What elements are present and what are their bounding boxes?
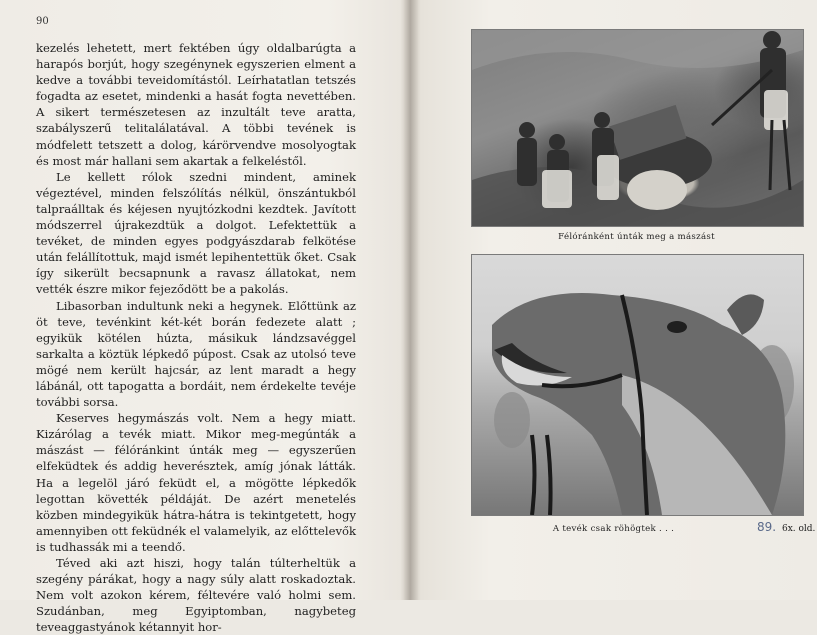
page-reference: [757, 520, 815, 534]
printed-page-reference: 6x. old.: [781, 524, 816, 534]
photo-men-pushing-camel-illustration: [472, 30, 803, 226]
page-number: 90: [36, 16, 49, 27]
right-page: [414, 0, 817, 600]
paragraph-5: Téved aki azt hiszi, hogy talán túlterheltük a szegény párákat, hogy a nagy súly alatt roskadoztak. Nem volt azokon kérem, féltevére való holmi sem. Szudánban, meg Egyiptomban, nagybeteg teveaggastyánok kétannyit hor-: [36, 556, 356, 635]
paragraph-4: Keserves hegymászás volt. Nem a hegy miatt. Kizárólag a tevék miatt. Mikor meg-megúnták a mászást — félóránkint únták meg — egyszerűen elfeküdtek és addig heverésztek, amíg jónak látták. Ha a legelöl járó feküdt el, a mögötte lépkedők legottan követték példáját. De azért menetelés közben mindegyikük hátra-hátra is tekintgetett, hogy amennyiben ott feküdnék el valamelyik, az előttelevők is tudhassák mi a teendő.: [36, 411, 356, 554]
paragraph-1: kezelés lehetett, mert fektében úgy oldalbarúgta a harapós borjút, hogy szegénynek egyszerien elment a kedve a további teveidomítástól. Leírhatatlan tetszés fogadta az esetet, mindenki a hasát fogta nevettében. A sikert természetesen az inzultált teve aratta, szabályszerű telitalálatával. A többi tevének is módfelett tetszett a dolog, kárörvendve mosolyogtak és most már hallani sem akartak a felkeléstől.: [36, 41, 356, 168]
left-page: [0, 0, 408, 635]
paragraph-3: Libasorban indultunk neki a hegynek. Előttünk az öt teve, tevénkint két-két borán fedezete alatt ; egyikük kötélen húzta, másikuk lándzsavéggel sarkalta a köztük lépkedő púpost. Csak az utolsó teve mögé nem került hajcsár, az lent maradt a hegy lábánál, ott tapogatta a bordáit, nem érdekelte tevéje további sorsa.: [36, 298, 356, 410]
photo-men-pushing-camel: [471, 29, 804, 227]
caption-bottom: A tevék csak röhögtek . . .: [552, 524, 675, 534]
caption-top: Félóránként únták meg a mászást: [558, 232, 715, 242]
photo-camel-head-illustration: [472, 255, 803, 515]
handwritten-page-number: 89.: [757, 520, 777, 534]
paragraph-2: Le kellett rólok szedni mindent, aminek végeztével, minden felszólítás nélkül, önszántukból talpraálltak és kéjesen nyujtózkodni kezdtek. Javított módszerrel újrakezdtük a dolgot. Lefektettük a tevéket, de minden egyes podgyászdarab felkötése után felállítottuk, majd ismét lepihentettük őket. Csak így sikerült becsapnunk a ravasz állatokat, nem vették észre mikor fejeződött be a pakolás.: [36, 169, 356, 297]
photo-camel-head: [471, 254, 804, 516]
body-text: [36, 40, 356, 635]
